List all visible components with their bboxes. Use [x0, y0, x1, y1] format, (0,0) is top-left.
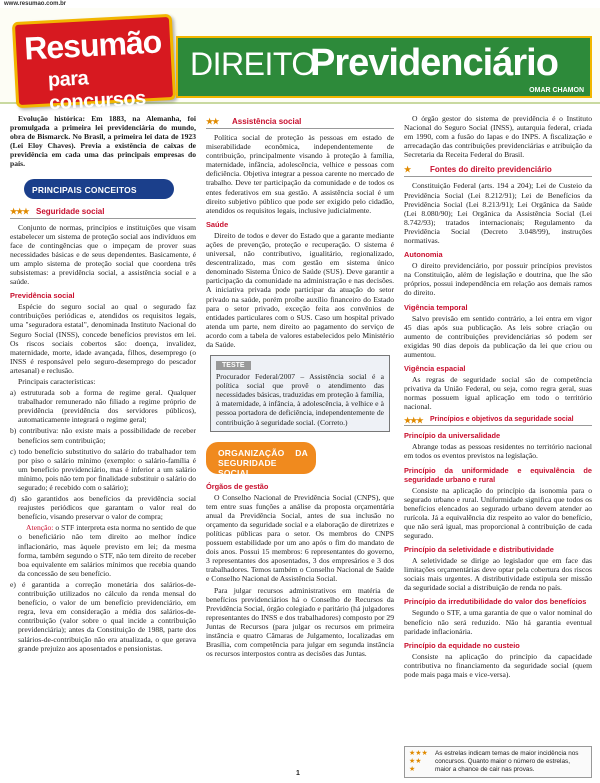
subheading-principio: Princípio da irredutibilidade do valor dos benefícios	[404, 597, 587, 607]
paragraph: Abrange todas as pessoas residentes no território nacional em todos os eventos previstos na legislação.	[404, 442, 592, 461]
column-3	[404, 114, 592, 681]
attention-label: Atenção:	[26, 523, 54, 533]
star-legend-icon: ★★★ ★★ ★	[409, 750, 428, 773]
test-box	[210, 355, 390, 432]
site-url[interactable]: www.resumao.com.br	[4, 1, 67, 7]
column-1	[10, 114, 196, 655]
attention-paragraph	[10, 523, 196, 578]
subsection-assistencia-social	[206, 117, 394, 129]
paragraph: Para julgar recursos administrativos em matéria de benefícios previdenciários há o Conselho de Recursos da Previdência Social, órgão colegiado e paritário (há julgadores representantes do INSS e dos trabalhadores) composto por 29 Juntas de Recursos (para julgar os recursos em primeira instância e quatro Câmaras de Julgamento, localizadas em Brasília, com competência para julgar em segunda instância os recursos interpostos contra as decisões das Juntas.	[206, 585, 394, 659]
star-rating-icon: ★★	[206, 117, 219, 126]
paragraph: Principais características:	[18, 376, 96, 386]
page-title: Previdenciário	[310, 42, 558, 84]
paragraph: A seletividade se dirige ao legislador que em face das limitações orçamentárias deve optar pela cobertura dos riscos sociais mais urgentes. A distributividade estipula ser missão da seguridade social a distribuição de renda no país.	[404, 556, 592, 593]
subsection-label: Seguridade social	[36, 206, 105, 216]
paragraph: As regras de seguridade social são de competência privativa da União Federal, ou seja, como regra geral, suas normas possuem igual aplicação em todo o território nacional.	[404, 374, 592, 412]
subheading-orgaos-de-gestao: Órgãos de gestão	[206, 481, 269, 491]
section-organizacao: ORGANIZAÇÃO DA SEGURIDADE SOCIAL	[206, 442, 316, 474]
paragraph: Espécie do seguro social ao qual o segurado faz contribuições periódicas e, atendidos os requisitos legais, uma "seguradora estatal", denominada Instituto Nacional do Seguro Social (INSS), concede benefícios previstos em lei. Os riscos sociais cobertos são: doença, invalidez, maternidade, morte, idade avançada, filhos, desemprego (o INSS é responsável pelo seguro-desemprego do pescador artesanal) e reclusão.	[10, 302, 196, 375]
star-rating-icon: ★★★	[10, 206, 29, 216]
paragraph: O Conselho Nacional de Previdência Social (CNPS), que tem entre suas funções a análise da proposta orçamentária anual da Previdência Social, antes de sua inclusão no orçamento da seguridade social e a elaboração de diretrizes e políticas públicas para o setor. Os membros do CNPS possuem estabilidade por um ano após o fim do mandato de dois anos. Possui 15 membros: 6 representantes do governo, 3 representantes dos aposentados, 3 dos empresários e 3 dos trabalhadores. Temos também o Conselho Nacional de Saúde e Conselho Nacional de Assistência Social.	[206, 492, 394, 584]
star-legend	[404, 746, 592, 778]
paragraph: Constituição Federal (arts. 194 a 204); Lei de Custeio da Previdência Social (Lei 8.212/91); Lei de Benefícios da Previdência Social (Lei 8.213/91); Lei Orgânica da Saúde (Lei 8.080/90); Lei Orgânica da Assistência Social (Lei 8.742/93); tratados internacionais; Regulamento da Previdência Social (Decreto 3.048/99), instruções normativas.	[404, 181, 592, 246]
author: OMAR CHAMON	[529, 87, 584, 94]
list-item: e) é garantida a correção monetária dos salários-de-contribuição utilizados no cálculo da renda mensal do benefício, o valor de um benefício previdenciário, em regra, leva em consideração a média dos salários-de-contribuição (valor sobre o qual incide a contribuição previdenciária); antes da Constituição de 1988, parte dos salários-de-contribuição não era atualizada, o que gerava grande prejuízo aos aposentados e pensionistas.	[10, 579, 196, 653]
subheading-saude: Saúde	[206, 219, 229, 229]
subheading-vigencia-espacial: Vigência espacial	[404, 363, 466, 373]
paragraph: O órgão gestor do sistema de previdência é o Instituto Nacional do Seguro Social (INSS), autarquia federal, criada em 1990, com a fusão do Iapas e do INPS. A fiscalização e arrecadação das contribuições previdenciárias e atribuição da Secretaria da Receita Federal do Brasil.	[404, 114, 592, 160]
subheading-principio: Princípio da universalidade	[404, 431, 501, 441]
list-item: c) todo benefício substitutivo do salário do trabalhador tem por piso o salário mínimo (exemplo: o salário-família é um benefício previdenciário, mas é inferior a um salário mínimo, pois não tem por finalidade substituir o salário do segurado; é recebido com o salário);	[10, 446, 197, 492]
subsection-label: Princípios e objetivos da seguridade social	[430, 416, 574, 424]
column-2	[206, 114, 394, 660]
subheading-principio: Princípio da equidade no custeio	[404, 640, 520, 650]
paragraph: O direito previdenciário, por possuir princípios previstos na Constituição, além de legislação e doutrina, que lhe são próprios, possui independência em relação aos demais ramos do direito.	[404, 261, 592, 298]
subheading-vigencia-temporal: Vigência temporal	[404, 302, 468, 312]
subheading-principio: Princípio da uniformidade e equivalência de seguridade urbano e rural	[404, 465, 592, 484]
list-item: a) estruturada sob a forma de regime geral. Qualquer trabalhador remunerado não filiado a regime próprio de previdência (previdência dos servidores públicos), automaticamente integrará o regime geral;	[10, 388, 196, 425]
page-number: 1	[296, 770, 300, 777]
star-rating-icon: ★★★	[404, 416, 423, 426]
subheading-previdencia-social: Previdência social	[10, 291, 75, 301]
paragraph: Consiste na aplicação do princípio da capacidade contributiva no financiamento da seguridade social (quem pode mais paga mais e vice-versa).	[404, 651, 592, 679]
section-principais-conceitos: PRINCIPAIS CONCEITOS	[24, 179, 174, 199]
title-part-1: DIREITO	[190, 46, 316, 82]
subheading-autonomia: Autonomia	[404, 250, 443, 260]
star-rating-icon: ★	[404, 165, 411, 175]
paragraph: Conjunto de normas, princípios e instituições que visam estabelecer um sistema de proteção social aos indivíduos em face de contingências que o impeçam de prover suas necessidades básicas e de seus dependentes. Basicamente, é um amplo sistema de proteção social que coordena três subsistemas: a previdência social, a assistência social e a saúde.	[10, 222, 196, 287]
title-band	[176, 36, 592, 98]
test-label: TESTE	[216, 361, 251, 370]
paragraph: Segundo o STF, a uma garantia de que o valor nominal do benefício não será reduzido. Não há garantia eventual paridade inflacionária.	[404, 608, 592, 636]
list-item: b) contributiva: não existe mais a possibilidade de receber benefícios sem contribuição;	[10, 426, 196, 445]
paragraph: Salvo previsão em sentido contrário, a lei entra em vigor 45 dias após sua publicação. As leis sobre criação ou aumento de contribuições previdenciárias só podem ser exigidas 90 dias depois da publicação da lei que criou ou aumentou.	[404, 313, 592, 359]
header	[0, 8, 600, 115]
paragraph: Consiste na aplicação do princípio da isonomia para o segurado urbano e rural. Uniformidade significa que todos os benefícios elencados ao segurado urbano devem atender ao rurícola. Já a equivalência diz respeito ao valor do benefício, que não será igual, mas proporcional à contribuição de cada segurado.	[404, 485, 592, 540]
intro-paragraph: Evolução histórica: Em 1883, na Alemanha, foi promulgada a primeira lei previdenciária do mundo, obra de Bismarck. No Brasil, a primeira lei data de 1923 (Lei Eloy Chaves). Previa a existência de caixas de previdência em cada uma das principais empresas do país.	[10, 114, 196, 169]
subheading-principio: Princípio da seletividade e distributividade	[404, 545, 554, 555]
subsection-seguridade-social	[10, 207, 196, 219]
subsection-label: Fontes do direito previdenciário	[430, 165, 552, 175]
brand-line-2: para concursos	[47, 67, 147, 115]
brand-line-1: Resumão	[23, 23, 163, 67]
list-item: d) são garantidos aos benefícios da previdência social reajustes periódicos que garantam o valor real do benefício, visando preservar o valor de compra;	[10, 494, 196, 522]
paragraph: Política social de proteção às pessoas em estado de miserabilidade econômica, independentemente de contribuição, principalmente visando à proteção à família, maternidade, infância, adolescência, velhice e pessoas com deficiência. Objetiva integrar a pessoa carente no mercado de trabalho. Deve ter participação da comunidade e de todos os entes federativos em sua gestão. A assistência social é um direito subjetivo público que pode ser exigido pelo cidadão, atendidos os requisitos legais, inclusive judicialmente.	[206, 133, 394, 215]
legend-text: As estrelas indicam temas de maior incidência nos concursos. Quanto maior o número de estrelas, maior a chance de cair nas provas.	[435, 750, 579, 773]
subsection-label: Assistência social	[232, 117, 302, 126]
subsection-principios	[404, 416, 592, 426]
subsection-fontes	[404, 165, 592, 177]
paragraph: Direito de todos e dever do Estado que a garante mediante ações de prevenção, proteção e recuperação. O sistema é universal, não contributivo, igualitário, regionalizado, descentralizado, mas com gestão em sistema único denominado Sistema Único de Saúde (SUS). Deve garantir a participação da comunidade na administração e nas decisões. A iniciativa privada pode participar da atuação do setor privado na saúde, porém proíbe auxílio financeiro do Estado para o setor privado, exceção feita aos convênios de entidades particulares com o SUS. Caso um hospital privado atenda um parte, nem direito ao pagamento do serviço de acordo com a tabela de valores estabelecidos pelo Ministério da Saúde.	[206, 230, 394, 349]
brand-logo	[12, 14, 176, 115]
test-text: Procurador Federal/2007 – Assistência social é a política social que provê o atendimento das necessidades básicas, traduzidas em proteção à família, à maternidade, à infância, à adolescência, à velhice e à pessoa portadora de deficiência, independentemente de contribuição à seguridade social. (Correto.)	[216, 372, 384, 427]
attention-text: o STF interpreta esta norma no sentido de que o beneficiário não tem direito ao melhor índice inflacionário, mas àquele previsto em lei; da mesma forma, também segundo o STF, não tem direito de receber boa equivalente em salários mínimos que recebia quando da concessão de seu benefício.	[18, 523, 197, 578]
